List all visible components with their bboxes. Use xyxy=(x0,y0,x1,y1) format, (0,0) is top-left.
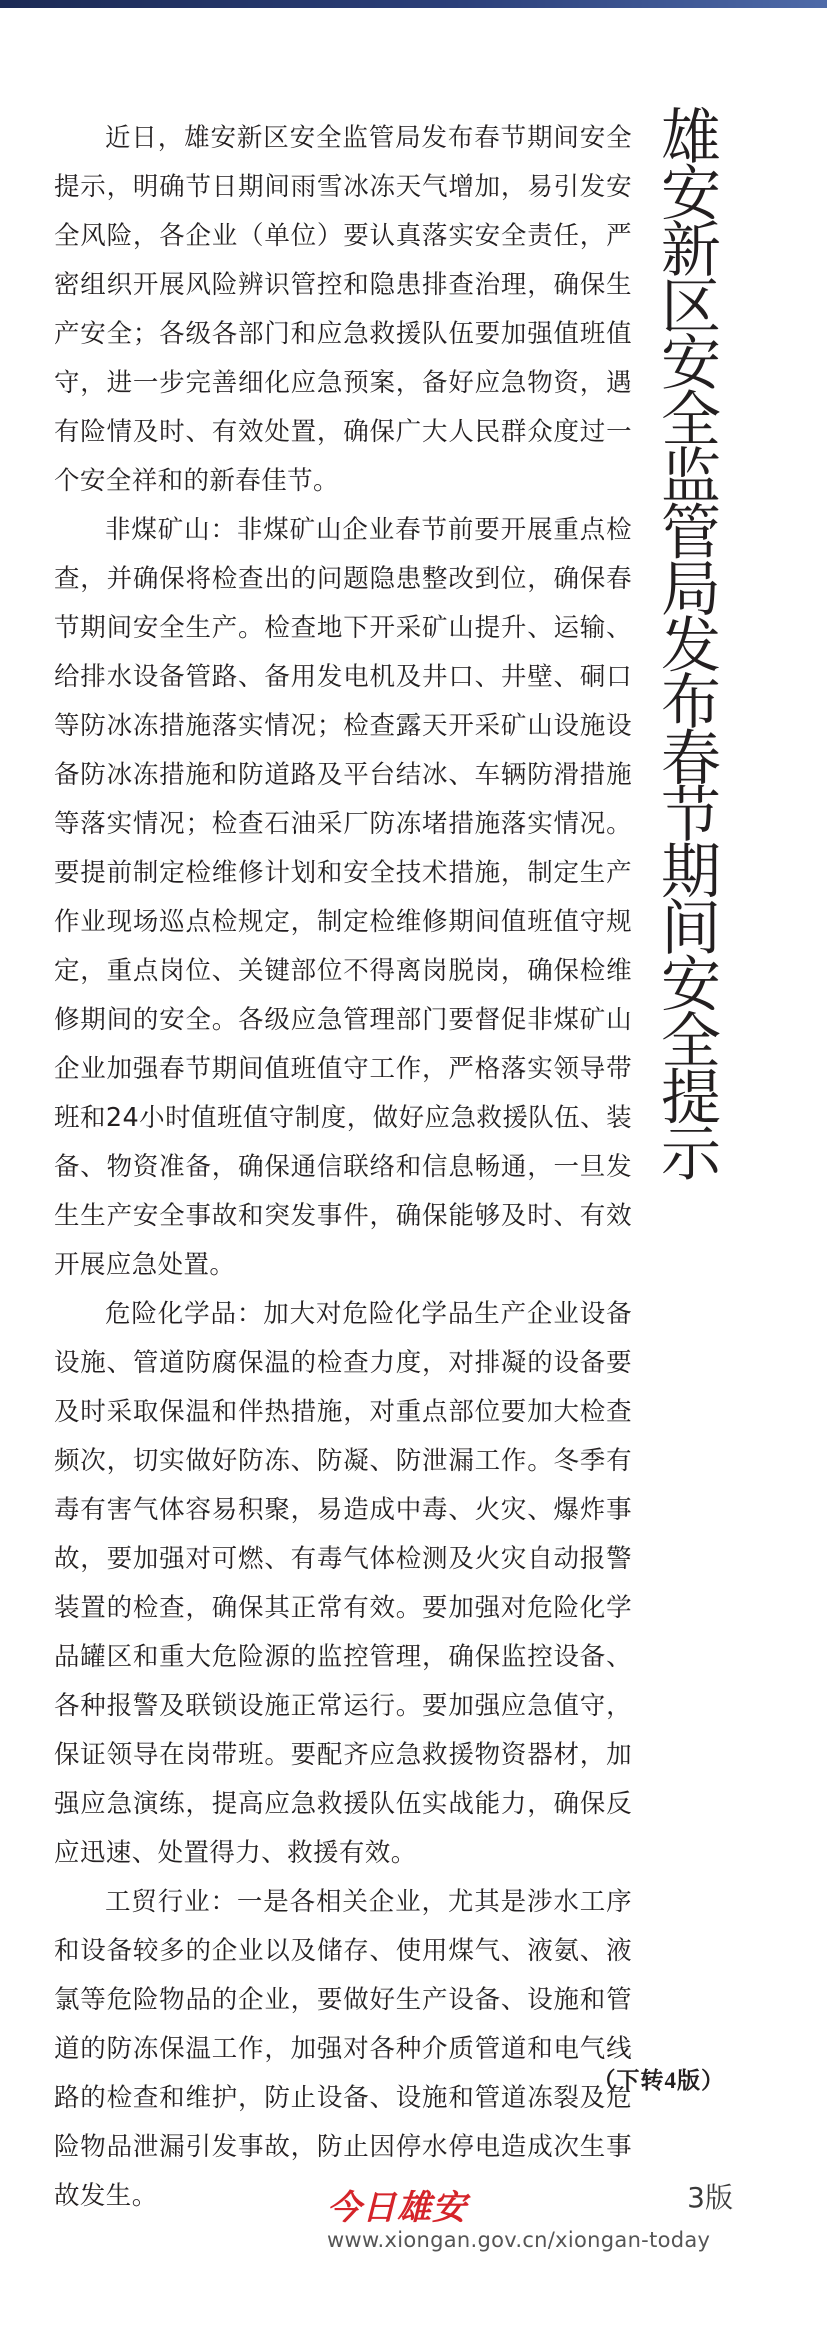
article-body xyxy=(54,114,632,2221)
newspaper-logo: 今日雄安 xyxy=(327,2188,467,2228)
article-paragraph-non-coal-mines: 非煤矿山：非煤矿山企业春节前要开展重点检查，并确保将检查出的问题隐患整改到位，确保春节期间安全生产。检查地下开采矿山提升、运输、给排水设备管路、备用发电机及井口、井壁、硐口等防冰冻措施落实情况；检查露天开采矿山设施设备防冰冻措施和防道路及平台结冰、车辆防滑措施等落实情况；检查石油采厂防冻堵措施落实情况。要提前制定检维修计划和安全技术措施，制定生产作业现场巡点检规定，制定检维修期间值班值守规定，重点岗位、关键部位不得离岗脱岗，确保检维修期间的安全。各级应急管理部门要督促非煤矿山企业加强春节期间值班值守工作，严格落实领导带班和24小时值班值守制度，做好应急救援队伍、装备、物资准备，确保通信联络和信息畅通，一旦发生生产安全事故和突发事件，确保能够及时、有效开展应急处置。 xyxy=(54,515,632,1280)
article-paragraph-intro: 近日，雄安新区安全监管局发布春节期间安全提示，明确节日期间雨雪冰冻天气增加，易引发安全风险，各企业（单位）要认真落实安全责任，严密组织开展风险辨识管控和隐患排查治理，确保生产安全；各级各部门和应急救援队伍要加强值班值守，进一步完善细化应急预案，备好应急物资，遇有险情及时、有效处置，确保广大人民群众度过一个安全祥和的新春佳节。 xyxy=(54,123,632,496)
continued-note: （下转4版） xyxy=(592,2068,725,2093)
footer-url: www.xiongan.gov.cn/xiongan-today xyxy=(327,2228,711,2252)
article-paragraph-industry-trade: 工贸行业：一是各相关企业，尤其是涉水工序和设备较多的企业以及储存、使用煤气、液氨、液氯等危险物品的企业，要做好生产设备、设施和管道的防冻保温工作，加强对各种介质管道和电气线路的检查和维护，防止设备、设施和管道冻裂及危险物品泄漏引发事故，防止因停水停电造成次生事故发生。 xyxy=(54,1887,632,2211)
article-paragraph-hazardous-chemicals: 危险化学品：加大对危险化学品生产企业设备设施、管道防腐保温的检查力度，对排凝的设备要及时采取保温和伴热措施，对重点部位要加大检查频次，切实做好防冻、防凝、防泄漏工作。冬季有毒有害气体容易积聚，易造成中毒、火灾、爆炸事故，要加强对可燃、有毒气体检测及火灾自动报警装置的检查，确保其正常有效。要加强对危险化学品罐区和重大危险源的监控管理，确保监控设备、各种报警及联锁设施正常运行。要加强应急值守，保证领导在岗带班。要配齐应急救援物资器材，加强应急演练，提高应急救援队伍实战能力，确保反应迅速、处置得力、救援有效。 xyxy=(54,1299,632,1868)
top-accent-bar xyxy=(0,0,827,8)
article-title: 雄安新区安全监管局发布春节期间安全提示 xyxy=(651,105,721,1179)
page-number: 3版 xyxy=(687,2181,733,2214)
